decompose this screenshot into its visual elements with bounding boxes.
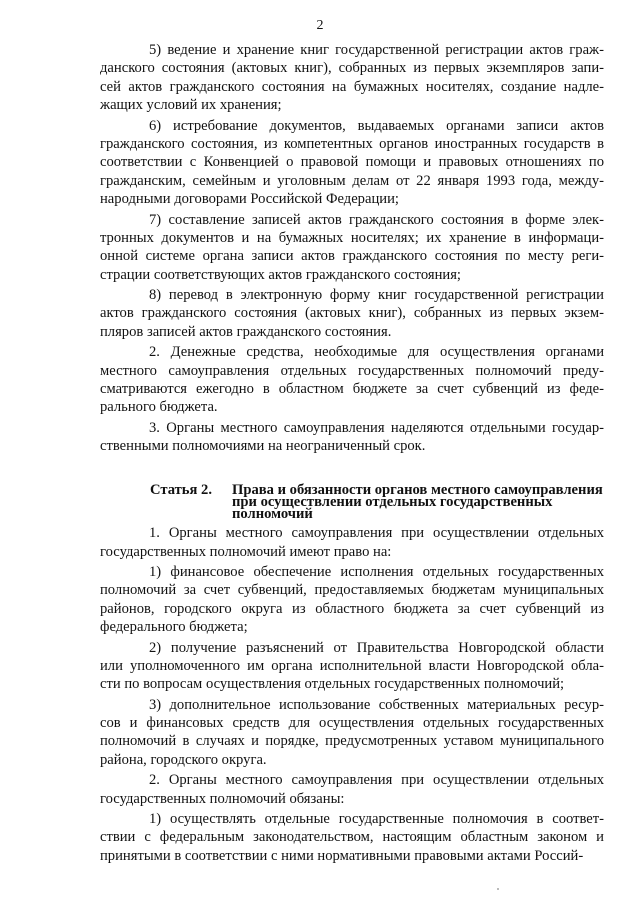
text-line: или уполномоченного им органа исполнительной власти Новгородской обла- — [100, 657, 604, 674]
article-label: Статья 2. — [150, 481, 212, 498]
text-line: 3) дополнительное использование собственных материальных ресур- — [149, 696, 604, 713]
text-line: пляров записей актов гражданского состояния. — [100, 323, 392, 340]
text-line: 6) истребование документов, выдаваемых органами записи актов — [149, 117, 604, 134]
text-line: онной системе органа записи актов гражданского состояния по месту реги- — [100, 248, 604, 265]
article-title-line: Права и обязанности органов местного самоуправления — [232, 481, 603, 498]
text-line: принятыми в соответствии с ними нормативными правовыми актами Россий- — [100, 847, 584, 864]
paragraph — [100, 696, 604, 770]
text-line: 1) осуществлять отдельные государственные полномочия в соответ- — [149, 811, 604, 828]
text-line: 8) перевод в электронную форму книг государственной регистрации — [149, 287, 604, 304]
text-line: жащих условий их хранения; — [100, 97, 282, 114]
paragraph — [100, 343, 604, 417]
paragraph — [100, 563, 604, 637]
paragraph — [100, 524, 604, 561]
text-line: местного самоуправления отдельных государственных полномочий преду- — [100, 362, 604, 379]
text-line: 3. Органы местного самоуправления наделяются отдельными государ- — [149, 419, 604, 436]
text-line: полномочий за счет субвенций, предоставляемых бюджетам муниципальных — [100, 582, 604, 599]
article-2-body — [100, 524, 604, 865]
text-line: федерального бюджета; — [100, 619, 248, 636]
text-line: сей актов гражданского состояния на бумажных носителях, создание надле- — [100, 78, 604, 95]
text-line: 7) составление записей актов гражданского состояния в форме элек- — [149, 211, 604, 228]
text-line: тронных документов и на бумажных носителях; их хранение в информаци- — [100, 229, 604, 246]
paragraph — [100, 810, 604, 865]
text-line: 1) финансовое обеспечение исполнения отдельных государственных — [149, 563, 604, 580]
text-line: районов, городского округа из областного бюджета за счет субвенций из — [100, 600, 604, 617]
text-line: гражданским, семейным и уголовным делам от 22 января 1993 года, между- — [100, 172, 604, 189]
paragraph — [100, 419, 604, 456]
text-line: 5) ведение и хранение книг государственной регистрации актов граж- — [149, 42, 604, 58]
text-line: ствии с федеральным законодательством, настоящим областным законом и — [100, 829, 604, 846]
text-line: сматриваются ежегодно в областном бюджете за счет субвенций из феде- — [100, 381, 604, 398]
document-body — [100, 41, 604, 865]
article-heading — [100, 481, 604, 522]
text-line: актов гражданского состояния (актовых книг), собранных из первых экзем- — [100, 305, 604, 322]
text-line: сти по вопросам осуществления отдельных государственных полномочий; — [100, 676, 565, 693]
text-line: 2. Органы местного самоуправления при осуществлении отдельных — [149, 772, 604, 789]
article-title — [228, 481, 604, 522]
text-line: соответствии с Конвенцией о правовой помощи и правовых отношениях по — [100, 154, 604, 171]
paragraph — [100, 771, 604, 808]
article-title-line: полномочий — [232, 505, 313, 522]
text-line: 2) получение разъяснений от Правительства Новгородской области — [149, 639, 604, 656]
paragraph — [100, 117, 604, 209]
text-line: страции соответствующих актов гражданского состояния; — [100, 266, 461, 283]
paragraph — [100, 41, 604, 115]
paragraph — [100, 639, 604, 694]
text-line: района, городского округа. — [100, 751, 267, 768]
text-line: ственными полномочиями на неограниченный срок. — [100, 438, 426, 455]
text-line: полномочий в случаях и порядке, предусмотренных уставом муниципального — [100, 733, 604, 750]
text-line: государственных полномочий обязаны: — [100, 790, 345, 807]
text-line: народными договорами Российской Федерации; — [100, 191, 399, 208]
paragraph — [100, 211, 604, 285]
article-1-continuation — [100, 41, 604, 456]
text-line: данского состояния (актовых книг), собранных из первых экземпляров запи- — [100, 60, 604, 77]
text-line: государственных полномочий имеют право на: — [100, 543, 392, 560]
scan-speck — [497, 888, 499, 890]
text-line: 2. Денежные средства, необходимые для осуществления органами — [149, 344, 604, 361]
text-line: 1. Органы местного самоуправления при осуществлении отдельных — [149, 525, 604, 542]
text-line: гражданского состояния, из компетентных органов иностранных государств в — [100, 135, 604, 152]
text-line: сов и финансовых средств для осуществления отдельных государственных — [100, 715, 604, 732]
article-title-line: при осуществлении отдельных государственных — [232, 493, 553, 510]
page-number: 2 — [316, 18, 324, 33]
paragraph — [100, 286, 604, 341]
text-line: рального бюджета. — [100, 399, 218, 416]
